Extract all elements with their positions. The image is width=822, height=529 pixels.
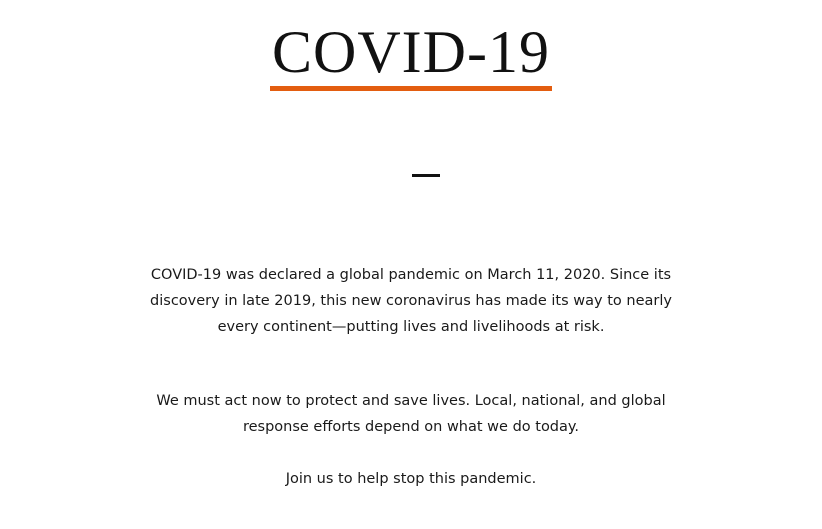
intro-line-3: every continent—putting lives and livelihoods at risk. [217,319,605,335]
page-title: COVID-19 [270,18,552,91]
intro-line-2: discovery in late 2019, this new coronavirus has made its way to nearly [150,293,672,309]
cta-line-1: We must act now to protect and save lives. Local, national, and global [156,393,666,409]
intro-paragraph [0,262,822,340]
section-divider [412,174,440,177]
header [0,18,822,91]
call-to-action-paragraph [0,388,822,440]
intro-line-1: COVID-19 was declared a global pandemic on March 11, 2020. Since its [150,267,672,283]
closing-text: Join us to help stop this pandemic. [285,471,537,487]
cta-line-2: response efforts depend on what we do today. [242,419,580,435]
